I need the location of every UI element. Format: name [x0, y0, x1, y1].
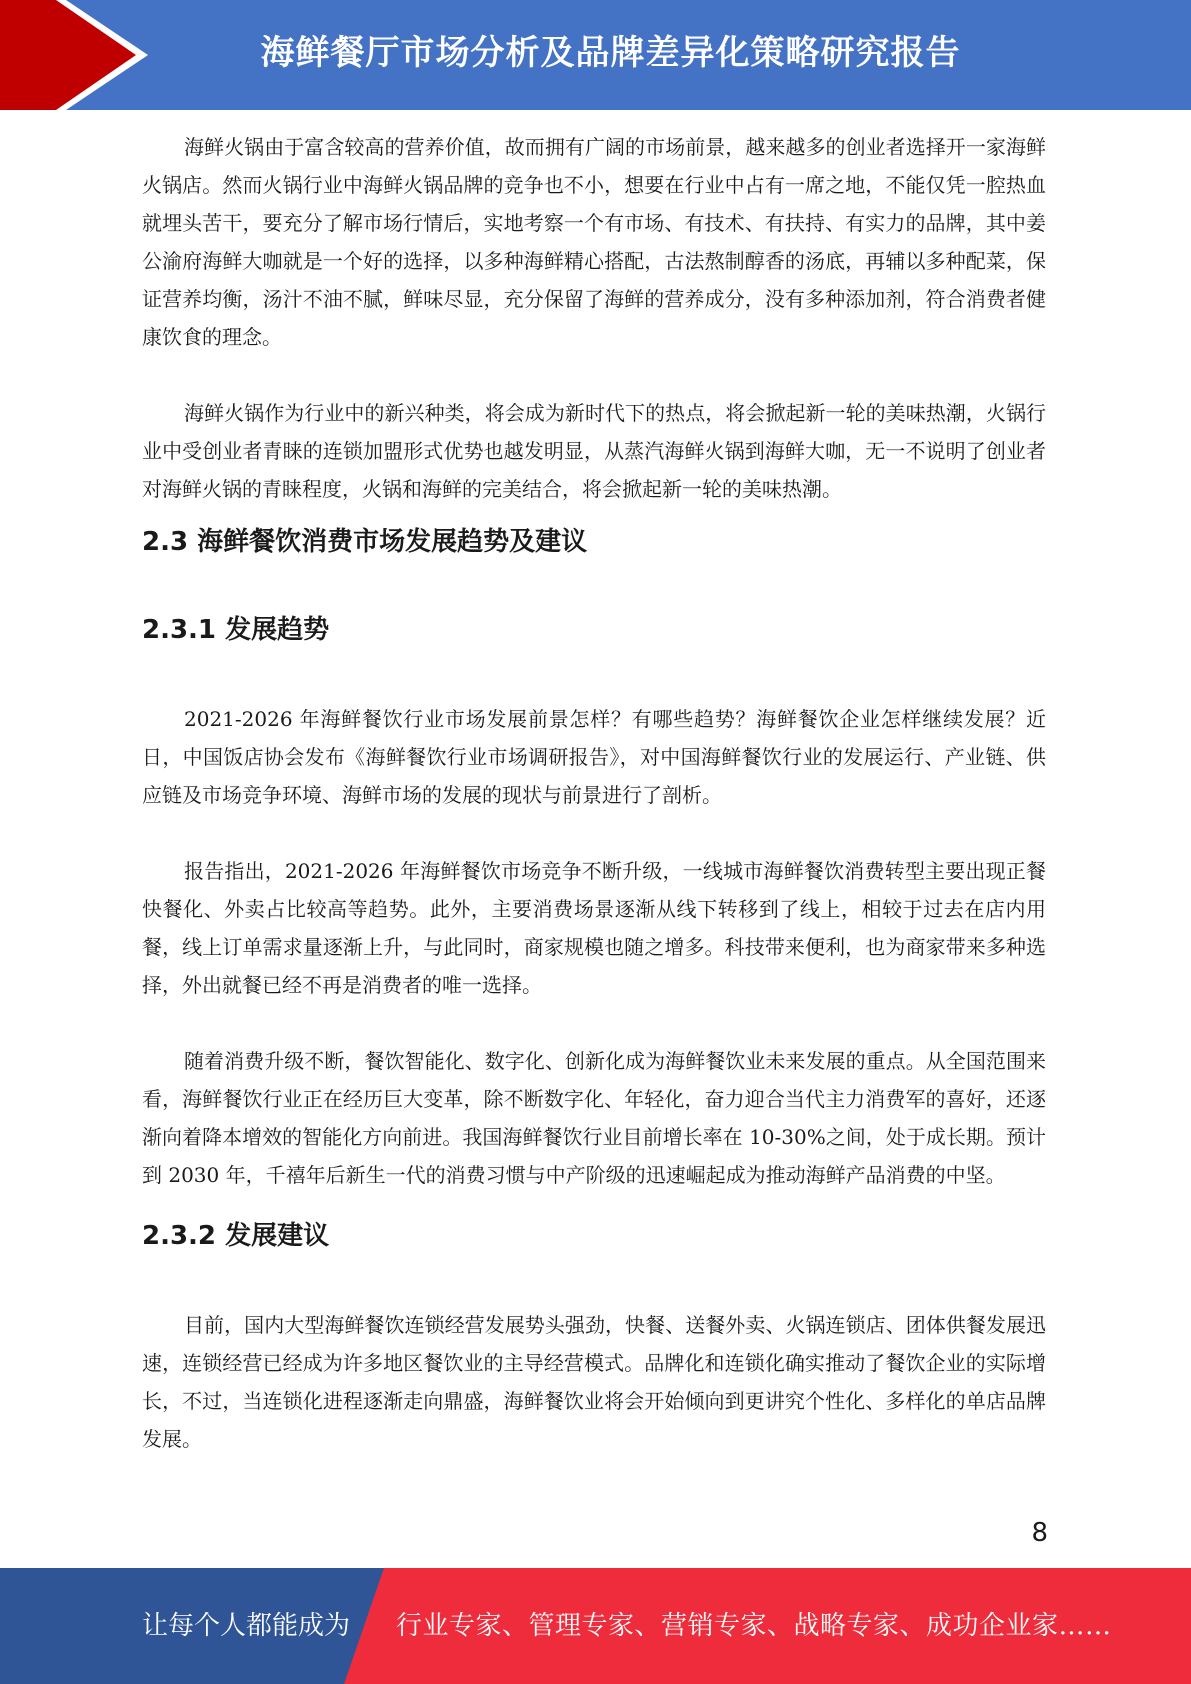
paragraph-report-findings: 报告指出，2021-2026 年海鲜餐饮市场竞争不断升级，一线城市海鲜餐饮消费转型主要出现正餐快餐化、外卖占比较高等趋势。此外，主要消费场景逐渐从线下转移到了线上，相较于过去在店内用餐，线上订单需求量逐渐上升，与此同时，商家规模也随之增多。科技带来便利，也为商家带来多种选择，外出就餐已经不再是消费者的唯一选择。: [142, 859, 1046, 997]
report-title: 海鲜餐厅市场分析及品牌差异化策略研究报告: [260, 33, 961, 73]
paragraph-market-outlook: 2021-2026 年海鲜餐饮行业市场发展前景怎样？有哪些趋势？海鲜餐饮企业怎样继续发展？近日，中国饭店协会发布《海鲜餐饮行业市场调研报告》，对中国海鲜餐饮行业的发展运行、产业链、供应链及市场竞争环境、海鲜市场的发展的现状与前景进行了剖析。: [142, 707, 1046, 807]
paragraph-development-suggestions: 目前，国内大型海鲜餐饮连锁经营发展势头强劲，快餐、送餐外卖、火锅连锁店、团体供餐发展迅速，连锁经营已经成为许多地区餐饮业的主导经营模式。品牌化和连锁化确实推动了餐饮企业的实际增长，不过，当连锁化进程逐渐走向鼎盛，海鲜餐饮业将会开始倾向到更讲究个性化、多样化的单店品牌发展。: [142, 1313, 1046, 1451]
document-body: [142, 128, 1046, 1458]
footer-slogan-right: 行业专家、管理专家、营销专家、战略专家、成功企业家……: [396, 1611, 1112, 1641]
page-number: 8: [1031, 1518, 1048, 1548]
paragraph-consumption-upgrade: 随着消费升级不断，餐饮智能化、数字化、创新化成为海鲜餐饮业未来发展的重点。从全国范围来看，海鲜餐饮行业正在经历巨大变革，除不断数字化、年轻化，奋力迎合当代主力消费军的喜好，还逐渐向着降本增效的智能化方向前进。我国海鲜餐饮行业目前增长率在 10-30%之间，处于成长期。预计到 2030 年，千禧年后新生一代的消费习惯与中产阶级的迅速崛起成为推动海鲜产品消费的中坚。: [142, 1049, 1046, 1187]
header-banner: [0, 0, 1191, 110]
section-heading-2-3-1: 2.3.1 发展趋势: [142, 615, 330, 645]
footer-banner: [0, 1568, 1191, 1684]
paragraph-seafood-hotpot-trend: 海鲜火锅作为行业中的新兴种类，将会成为新时代下的热点，将会掀起新一轮的美味热潮，火锅行业中受创业者青睐的连锁加盟形式优势也越发明显，从蒸汽海鲜火锅到海鲜大咖，无一不说明了创业者对海鲜火锅的青睐程度，火锅和海鲜的完美结合，将会掀起新一轮的美味热潮。: [142, 401, 1046, 501]
arrow-decoration-icon: [0, 0, 160, 110]
paragraph-seafood-hotpot-value: 海鲜火锅由于富含较高的营养价值，故而拥有广阔的市场前景，越来越多的创业者选择开一家海鲜火锅店。然而火锅行业中海鲜火锅品牌的竞争也不小，想要在行业中占有一席之地，不能仅凭一腔热血就埋头苦干，要充分了解市场行情后，实地考察一个有市场、有技术、有扶持、有实力的品牌，其中姜公渝府海鲜大咖就是一个好的选择，以多种海鲜精心搭配，古法熬制醇香的汤底，再辅以多种配菜，保证营养均衡，汤汁不油不腻，鲜味尽显，充分保留了海鲜的营养成分，没有多种添加剂，符合消费者健康饮食的理念。: [142, 135, 1046, 349]
section-heading-2-3: 2.3 海鲜餐饮消费市场发展趋势及建议: [142, 527, 588, 557]
section-heading-2-3-2: 2.3.2 发展建议: [142, 1221, 330, 1251]
footer-slogan-left: 让每个人都能成为: [142, 1611, 351, 1641]
